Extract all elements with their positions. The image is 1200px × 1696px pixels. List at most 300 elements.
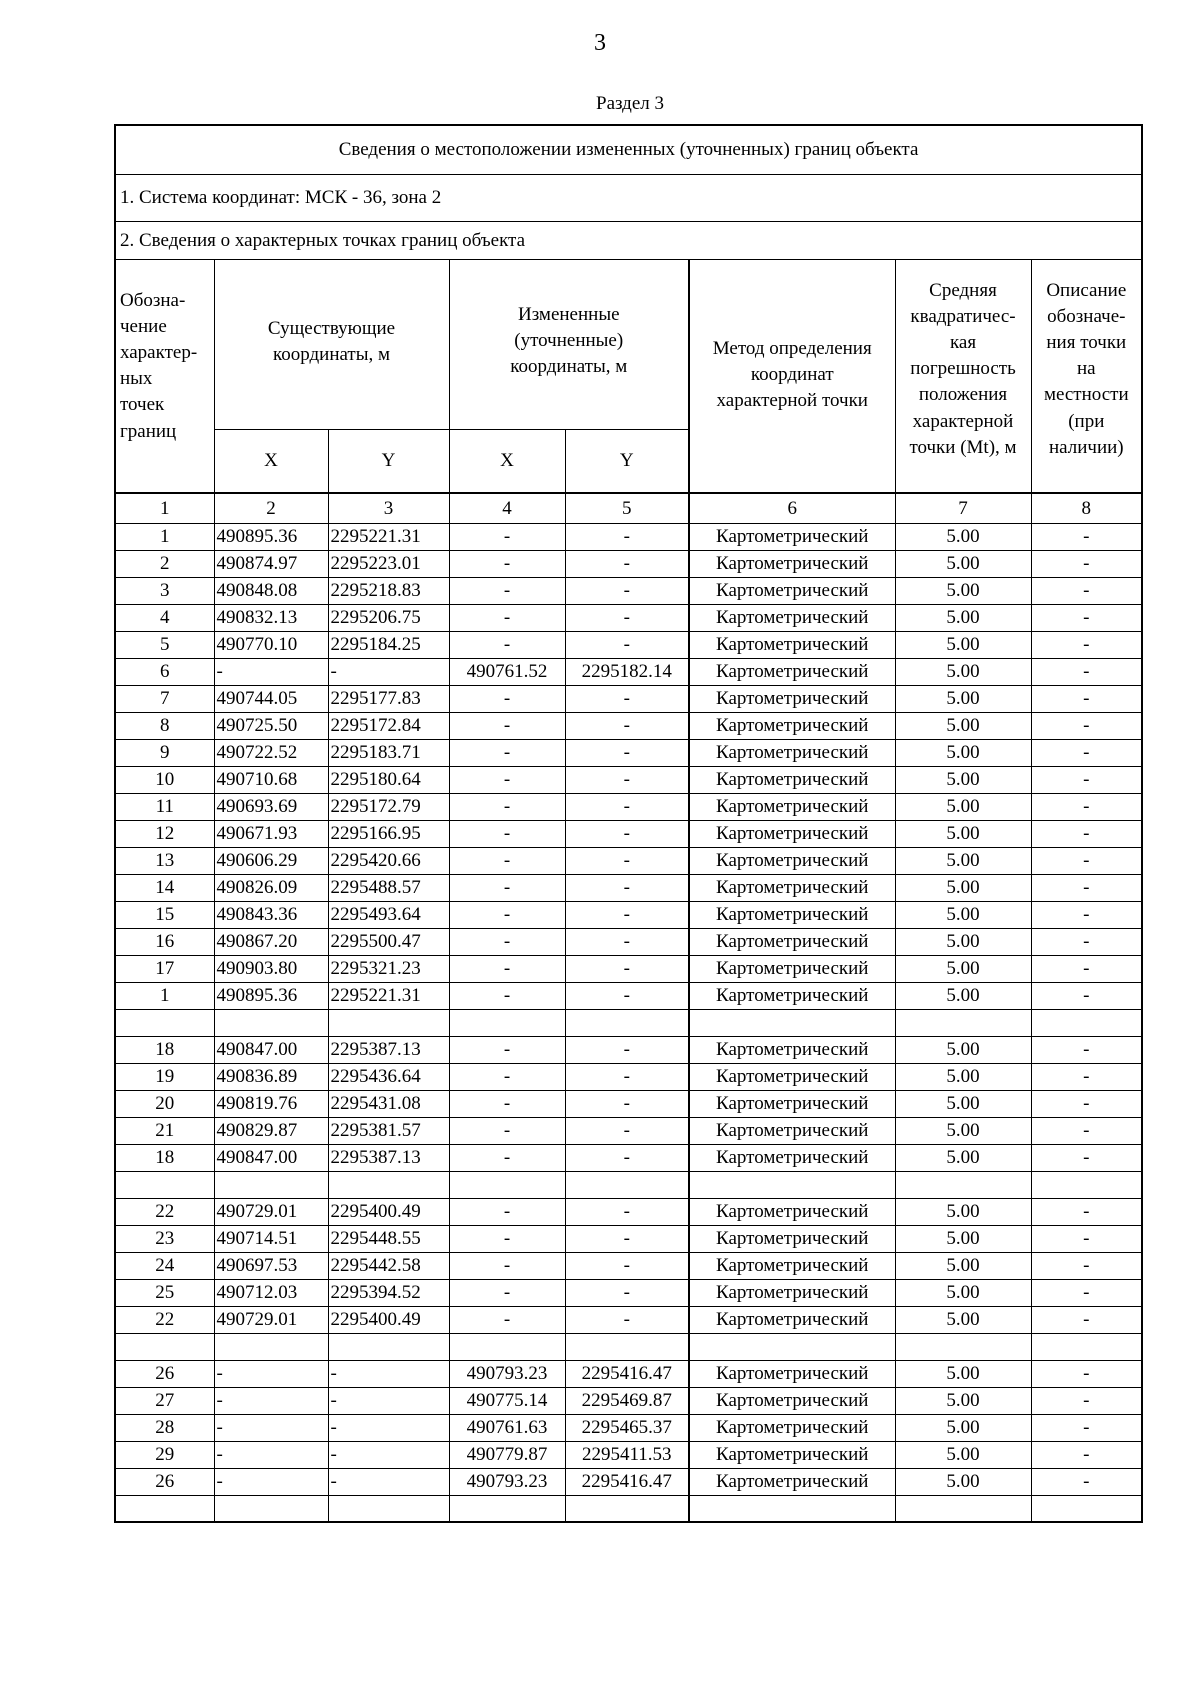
separator-row	[115, 1495, 1142, 1522]
cell-changed-y: -	[565, 1144, 689, 1171]
cell-accuracy	[895, 1009, 1031, 1036]
cell-accuracy: 5.00	[895, 928, 1031, 955]
cell-existing-x: 490867.20	[214, 928, 328, 955]
column-number: 3	[328, 493, 449, 523]
cell-changed-x	[449, 1171, 565, 1198]
cell-point-number: 27	[115, 1387, 214, 1414]
header-changed-coordinates: Измененные (уточненные) координаты, м	[449, 259, 689, 429]
cell-existing-y: 2295500.47	[328, 928, 449, 955]
cell-existing-y: 2295223.01	[328, 550, 449, 577]
table-row	[115, 1117, 1142, 1144]
cell-method: Картометрический	[689, 901, 895, 928]
cell-existing-x: 490843.36	[214, 901, 328, 928]
cell-description: -	[1031, 982, 1142, 1009]
cell-method: Картометрический	[689, 1360, 895, 1387]
cell-method: Картометрический	[689, 982, 895, 1009]
cell-method: Картометрический	[689, 1468, 895, 1495]
cell-existing-x	[214, 1495, 328, 1522]
table-row	[115, 1387, 1142, 1414]
column-number: 5	[565, 493, 689, 523]
cell-description: -	[1031, 1360, 1142, 1387]
cell-changed-x: -	[449, 604, 565, 631]
cell-changed-x: 490761.52	[449, 658, 565, 685]
cell-method: Картометрический	[689, 928, 895, 955]
cell-changed-y: -	[565, 1036, 689, 1063]
cell-description: -	[1031, 820, 1142, 847]
cell-method	[689, 1495, 895, 1522]
separator-row	[115, 1333, 1142, 1360]
cell-point-number: 26	[115, 1360, 214, 1387]
table-row	[115, 604, 1142, 631]
cell-existing-x: -	[214, 1468, 328, 1495]
cell-changed-x: -	[449, 739, 565, 766]
cell-existing-y: 2295221.31	[328, 982, 449, 1009]
cell-method: Картометрический	[689, 577, 895, 604]
cell-method: Картометрический	[689, 1144, 895, 1171]
cell-existing-x: 490722.52	[214, 739, 328, 766]
cell-existing-x: 490895.36	[214, 523, 328, 550]
cell-point-number: 16	[115, 928, 214, 955]
cell-existing-y: -	[328, 658, 449, 685]
cell-changed-y: -	[565, 604, 689, 631]
cell-existing-x	[214, 1171, 328, 1198]
cell-existing-x: 490712.03	[214, 1279, 328, 1306]
cell-changed-x: -	[449, 820, 565, 847]
cell-description	[1031, 1009, 1142, 1036]
cell-method: Картометрический	[689, 658, 895, 685]
column-number-row	[115, 493, 1142, 523]
cell-point-number	[115, 1171, 214, 1198]
cell-description: -	[1031, 685, 1142, 712]
cell-method: Картометрический	[689, 739, 895, 766]
cell-existing-x: 490606.29	[214, 847, 328, 874]
cell-accuracy	[895, 1171, 1031, 1198]
points-heading: 2. Сведения о характерных точках границ объекта	[115, 221, 1142, 259]
cell-existing-x: 490725.50	[214, 712, 328, 739]
cell-point-number: 15	[115, 901, 214, 928]
column-number: 1	[115, 493, 214, 523]
cell-changed-y: 2295416.47	[565, 1468, 689, 1495]
cell-point-number: 1	[115, 982, 214, 1009]
table-row	[115, 631, 1142, 658]
cell-existing-y: 2295448.55	[328, 1225, 449, 1252]
column-number: 6	[689, 493, 895, 523]
cell-description: -	[1031, 1252, 1142, 1279]
cell-changed-y: 2295411.53	[565, 1441, 689, 1468]
table-row	[115, 1360, 1142, 1387]
cell-method: Картометрический	[689, 712, 895, 739]
cell-changed-y: -	[565, 874, 689, 901]
cell-existing-y: 2295400.49	[328, 1306, 449, 1333]
cell-changed-y: -	[565, 1279, 689, 1306]
cell-existing-x: 490826.09	[214, 874, 328, 901]
table-row	[115, 1252, 1142, 1279]
cell-accuracy: 5.00	[895, 577, 1031, 604]
table-row	[115, 928, 1142, 955]
cell-existing-y: 2295394.52	[328, 1279, 449, 1306]
cell-accuracy: 5.00	[895, 847, 1031, 874]
cell-point-number: 29	[115, 1441, 214, 1468]
cell-existing-y: 2295400.49	[328, 1198, 449, 1225]
cell-changed-x	[449, 1495, 565, 1522]
cell-existing-y: -	[328, 1387, 449, 1414]
cell-accuracy: 5.00	[895, 955, 1031, 982]
cell-existing-y: -	[328, 1441, 449, 1468]
cell-changed-x: 490779.87	[449, 1441, 565, 1468]
cell-changed-y: -	[565, 901, 689, 928]
table-title: Сведения о местоположении измененных (уточненных) границ объекта	[115, 125, 1142, 174]
cell-existing-x: 490847.00	[214, 1036, 328, 1063]
table-row	[115, 1468, 1142, 1495]
cell-point-number: 26	[115, 1468, 214, 1495]
cell-description: -	[1031, 1468, 1142, 1495]
cell-changed-x: -	[449, 1306, 565, 1333]
cell-changed-x: -	[449, 631, 565, 658]
table-row	[115, 1063, 1142, 1090]
cell-existing-x: 490693.69	[214, 793, 328, 820]
cell-point-number: 3	[115, 577, 214, 604]
cell-existing-x: 490744.05	[214, 685, 328, 712]
cell-point-number: 1	[115, 523, 214, 550]
cell-method: Картометрический	[689, 1387, 895, 1414]
cell-accuracy: 5.00	[895, 874, 1031, 901]
header-description: Описание обозначе- ния точки на местности (при наличии)	[1031, 259, 1142, 493]
cell-changed-y: -	[565, 1225, 689, 1252]
cell-changed-y: -	[565, 1063, 689, 1090]
cell-accuracy: 5.00	[895, 766, 1031, 793]
cell-existing-y: 2295206.75	[328, 604, 449, 631]
cell-existing-x: 490770.10	[214, 631, 328, 658]
cell-changed-y: -	[565, 712, 689, 739]
table-row	[115, 1279, 1142, 1306]
cell-description: -	[1031, 793, 1142, 820]
cell-changed-y: -	[565, 577, 689, 604]
cell-method: Картометрический	[689, 1063, 895, 1090]
cell-existing-x: 490729.01	[214, 1306, 328, 1333]
table-row	[115, 847, 1142, 874]
cell-accuracy: 5.00	[895, 658, 1031, 685]
table-row	[115, 1306, 1142, 1333]
cell-method: Картометрический	[689, 820, 895, 847]
cell-existing-y: 2295493.64	[328, 901, 449, 928]
cell-accuracy: 5.00	[895, 1036, 1031, 1063]
cell-existing-x	[214, 1333, 328, 1360]
cell-changed-x	[449, 1333, 565, 1360]
cell-existing-y	[328, 1171, 449, 1198]
cell-existing-y: 2295387.13	[328, 1036, 449, 1063]
cell-changed-x: -	[449, 1225, 565, 1252]
cell-method: Картометрический	[689, 1117, 895, 1144]
cell-point-number: 21	[115, 1117, 214, 1144]
cell-existing-y: 2295172.84	[328, 712, 449, 739]
cell-changed-x: 490775.14	[449, 1387, 565, 1414]
cell-changed-y: -	[565, 1198, 689, 1225]
cell-changed-x: 490793.23	[449, 1468, 565, 1495]
cell-description: -	[1031, 604, 1142, 631]
cell-description: -	[1031, 1090, 1142, 1117]
cell-accuracy: 5.00	[895, 1387, 1031, 1414]
cell-changed-x: -	[449, 1036, 565, 1063]
cell-accuracy: 5.00	[895, 901, 1031, 928]
table-row	[115, 982, 1142, 1009]
cell-accuracy: 5.00	[895, 550, 1031, 577]
header-method: Метод определения координат характерной точки	[689, 259, 895, 493]
column-number: 4	[449, 493, 565, 523]
cell-changed-y	[565, 1171, 689, 1198]
cell-method: Картометрический	[689, 1279, 895, 1306]
cell-existing-y: 2295184.25	[328, 631, 449, 658]
cell-method	[689, 1333, 895, 1360]
cell-changed-y: -	[565, 550, 689, 577]
cell-description: -	[1031, 1225, 1142, 1252]
cell-changed-x: -	[449, 523, 565, 550]
cell-existing-y: 2295218.83	[328, 577, 449, 604]
cell-point-number: 10	[115, 766, 214, 793]
cell-existing-y	[328, 1333, 449, 1360]
cell-description: -	[1031, 1117, 1142, 1144]
table-row	[115, 874, 1142, 901]
separator-row	[115, 1171, 1142, 1198]
cell-point-number: 6	[115, 658, 214, 685]
cell-accuracy: 5.00	[895, 604, 1031, 631]
cell-description: -	[1031, 739, 1142, 766]
cell-method: Картометрический	[689, 685, 895, 712]
cell-changed-x: -	[449, 1144, 565, 1171]
cell-accuracy: 5.00	[895, 739, 1031, 766]
cell-existing-y: 2295166.95	[328, 820, 449, 847]
cell-existing-x: 490729.01	[214, 1198, 328, 1225]
cell-method: Картометрический	[689, 847, 895, 874]
cell-description: -	[1031, 1198, 1142, 1225]
cell-existing-x: 490819.76	[214, 1090, 328, 1117]
cell-method	[689, 1009, 895, 1036]
cell-accuracy: 5.00	[895, 1414, 1031, 1441]
cell-existing-y: 2295436.64	[328, 1063, 449, 1090]
cell-accuracy: 5.00	[895, 1063, 1031, 1090]
header-designation: Обозна- чение характер- ных точек границ	[115, 259, 214, 493]
cell-method	[689, 1171, 895, 1198]
cell-accuracy: 5.00	[895, 820, 1031, 847]
table-row	[115, 901, 1142, 928]
cell-accuracy: 5.00	[895, 1306, 1031, 1333]
cell-point-number: 9	[115, 739, 214, 766]
cell-changed-y: -	[565, 955, 689, 982]
table-row	[115, 793, 1142, 820]
table-row	[115, 1225, 1142, 1252]
cell-description	[1031, 1171, 1142, 1198]
cell-existing-x: -	[214, 1360, 328, 1387]
cell-description: -	[1031, 1414, 1142, 1441]
cell-existing-x: 490836.89	[214, 1063, 328, 1090]
cell-existing-x: -	[214, 1387, 328, 1414]
cell-description	[1031, 1495, 1142, 1522]
cell-description: -	[1031, 874, 1142, 901]
cell-accuracy	[895, 1495, 1031, 1522]
cell-existing-y: 2295431.08	[328, 1090, 449, 1117]
cell-changed-x	[449, 1009, 565, 1036]
column-number: 7	[895, 493, 1031, 523]
header-existing-x: X	[214, 429, 328, 493]
column-number: 2	[214, 493, 328, 523]
cell-existing-x: 490832.13	[214, 604, 328, 631]
cell-existing-y: 2295488.57	[328, 874, 449, 901]
cell-existing-y: 2295420.66	[328, 847, 449, 874]
cell-existing-y: -	[328, 1468, 449, 1495]
cell-point-number: 8	[115, 712, 214, 739]
cell-changed-x: -	[449, 766, 565, 793]
cell-method: Картометрический	[689, 874, 895, 901]
cell-existing-x: 490829.87	[214, 1117, 328, 1144]
cell-existing-y: -	[328, 1360, 449, 1387]
cell-accuracy: 5.00	[895, 712, 1031, 739]
cell-accuracy	[895, 1333, 1031, 1360]
cell-changed-y: -	[565, 766, 689, 793]
cell-existing-x: 490874.97	[214, 550, 328, 577]
cell-changed-y: -	[565, 631, 689, 658]
cell-changed-x: -	[449, 577, 565, 604]
cell-description: -	[1031, 1441, 1142, 1468]
cell-existing-x: 490847.00	[214, 1144, 328, 1171]
cell-existing-y: 2295221.31	[328, 523, 449, 550]
cell-method: Картометрический	[689, 1441, 895, 1468]
cell-point-number	[115, 1009, 214, 1036]
table-row	[115, 1090, 1142, 1117]
cell-description: -	[1031, 955, 1142, 982]
cell-point-number	[115, 1333, 214, 1360]
cell-description: -	[1031, 1063, 1142, 1090]
table-row	[115, 1414, 1142, 1441]
cell-method: Картометрический	[689, 604, 895, 631]
cell-existing-y: 2295387.13	[328, 1144, 449, 1171]
cell-point-number: 22	[115, 1198, 214, 1225]
cell-point-number: 19	[115, 1063, 214, 1090]
cell-changed-y	[565, 1333, 689, 1360]
cell-point-number: 20	[115, 1090, 214, 1117]
table-row	[115, 712, 1142, 739]
cell-changed-y: 2295416.47	[565, 1360, 689, 1387]
section-title: Раздел 3	[596, 93, 664, 114]
cell-point-number: 28	[115, 1414, 214, 1441]
cell-method: Картометрический	[689, 1090, 895, 1117]
cell-changed-x: -	[449, 955, 565, 982]
cell-changed-y: -	[565, 1252, 689, 1279]
header-existing-y: Y	[328, 429, 449, 493]
coordinate-system: 1. Система координат: МСК - 36, зона 2	[115, 174, 1142, 221]
cell-changed-y: -	[565, 1117, 689, 1144]
cell-method: Картометрический	[689, 1225, 895, 1252]
cell-changed-x: -	[449, 685, 565, 712]
cell-changed-y: -	[565, 820, 689, 847]
table-row	[115, 820, 1142, 847]
cell-changed-x: -	[449, 1063, 565, 1090]
cell-existing-x: 490895.36	[214, 982, 328, 1009]
cell-changed-y: -	[565, 1306, 689, 1333]
cell-changed-x: -	[449, 793, 565, 820]
table-row	[115, 1198, 1142, 1225]
cell-changed-y: 2295182.14	[565, 658, 689, 685]
cell-accuracy: 5.00	[895, 1441, 1031, 1468]
cell-method: Картометрический	[689, 1036, 895, 1063]
cell-accuracy: 5.00	[895, 982, 1031, 1009]
cell-method: Картометрический	[689, 793, 895, 820]
cell-existing-x: 490671.93	[214, 820, 328, 847]
cell-accuracy: 5.00	[895, 1279, 1031, 1306]
cell-changed-x: -	[449, 901, 565, 928]
cell-existing-x: 490714.51	[214, 1225, 328, 1252]
cell-accuracy: 5.00	[895, 1117, 1031, 1144]
cell-accuracy: 5.00	[895, 1360, 1031, 1387]
page-number: 3	[594, 30, 606, 56]
cell-point-number: 12	[115, 820, 214, 847]
cell-changed-x: -	[449, 1279, 565, 1306]
cell-description: -	[1031, 928, 1142, 955]
cell-point-number: 25	[115, 1279, 214, 1306]
cell-method: Картометрический	[689, 1198, 895, 1225]
cell-changed-x: -	[449, 928, 565, 955]
cell-accuracy: 5.00	[895, 1468, 1031, 1495]
cell-existing-x: -	[214, 1441, 328, 1468]
cell-point-number: 18	[115, 1144, 214, 1171]
cell-changed-x: -	[449, 1117, 565, 1144]
cell-changed-y: -	[565, 847, 689, 874]
cell-point-number: 14	[115, 874, 214, 901]
cell-description: -	[1031, 712, 1142, 739]
table-row	[115, 955, 1142, 982]
cell-description: -	[1031, 1144, 1142, 1171]
cell-accuracy: 5.00	[895, 1252, 1031, 1279]
header-changed-y: Y	[565, 429, 689, 493]
cell-existing-y	[328, 1009, 449, 1036]
cell-description: -	[1031, 1279, 1142, 1306]
cell-changed-y	[565, 1009, 689, 1036]
cell-method: Картометрический	[689, 1252, 895, 1279]
header-accuracy: Средняя квадратичес- кая погрешность положения характерной точки (Mt), м	[895, 259, 1031, 493]
table-row	[115, 577, 1142, 604]
cell-description: -	[1031, 658, 1142, 685]
header-existing-coordinates: Существующие координаты, м	[214, 259, 449, 429]
cell-point-number: 22	[115, 1306, 214, 1333]
cell-changed-x: -	[449, 550, 565, 577]
cell-existing-x: -	[214, 658, 328, 685]
column-number: 8	[1031, 493, 1142, 523]
boundary-points-table	[114, 124, 1143, 1523]
cell-accuracy: 5.00	[895, 1198, 1031, 1225]
cell-changed-x: -	[449, 982, 565, 1009]
cell-changed-x: -	[449, 1198, 565, 1225]
cell-point-number: 11	[115, 793, 214, 820]
cell-changed-y: -	[565, 982, 689, 1009]
cell-existing-y: 2295180.64	[328, 766, 449, 793]
header-changed-x: X	[449, 429, 565, 493]
cell-existing-x: -	[214, 1414, 328, 1441]
cell-method: Картометрический	[689, 1414, 895, 1441]
table-row	[115, 685, 1142, 712]
cell-existing-y: 2295381.57	[328, 1117, 449, 1144]
cell-existing-x: 490903.80	[214, 955, 328, 982]
cell-existing-y: -	[328, 1414, 449, 1441]
cell-point-number: 17	[115, 955, 214, 982]
cell-changed-x: 490793.23	[449, 1360, 565, 1387]
cell-method: Картометрический	[689, 550, 895, 577]
cell-method: Картометрический	[689, 631, 895, 658]
cell-existing-x: 490848.08	[214, 577, 328, 604]
separator-row	[115, 1009, 1142, 1036]
cell-method: Картометрический	[689, 1306, 895, 1333]
table-row	[115, 550, 1142, 577]
cell-point-number: 23	[115, 1225, 214, 1252]
cell-point-number: 5	[115, 631, 214, 658]
cell-changed-y: 2295469.87	[565, 1387, 689, 1414]
